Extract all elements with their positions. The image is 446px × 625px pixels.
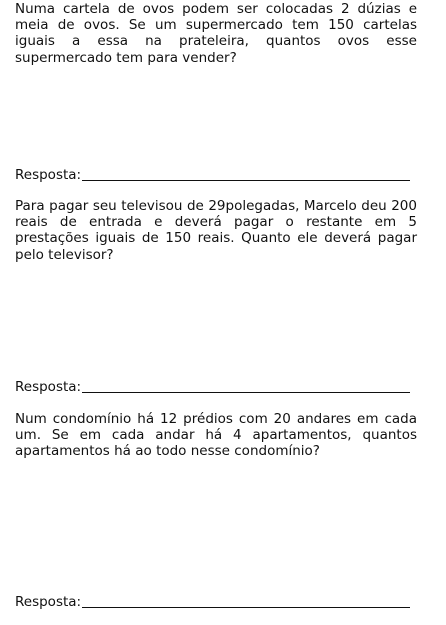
answer-label: Resposta: [15, 379, 82, 395]
answer-line[interactable] [82, 378, 410, 393]
answer-label: Resposta: [15, 167, 82, 183]
answer-row-2 [15, 378, 410, 395]
question-1-text: Numa cartela de ovos podem ser colocadas 2 dúzias e meia de ovos. Se um supermercado tem 150 cartelas iguais a essa na prateleira, quantos ovos esse supermercado tem para vender? [15, 1, 417, 66]
answer-line[interactable] [82, 593, 410, 608]
answer-row-1 [15, 166, 410, 183]
answer-row-3 [15, 593, 410, 610]
question-2-text: Para pagar seu televisou de 29polegadas, Marcelo deu 200 reais de entrada e deverá pagar o restante em 5 prestações iguais de 150 reais. Quanto ele deverá pagar pelo televisor? [15, 198, 417, 263]
answer-label: Resposta: [15, 594, 82, 610]
question-3-text: Num condomínio há 12 prédios com 20 andares em cada um. Se em cada andar há 4 apartamentos, quantos apartamentos há ao todo nesse condomínio? [15, 411, 417, 460]
answer-line[interactable] [82, 166, 410, 181]
